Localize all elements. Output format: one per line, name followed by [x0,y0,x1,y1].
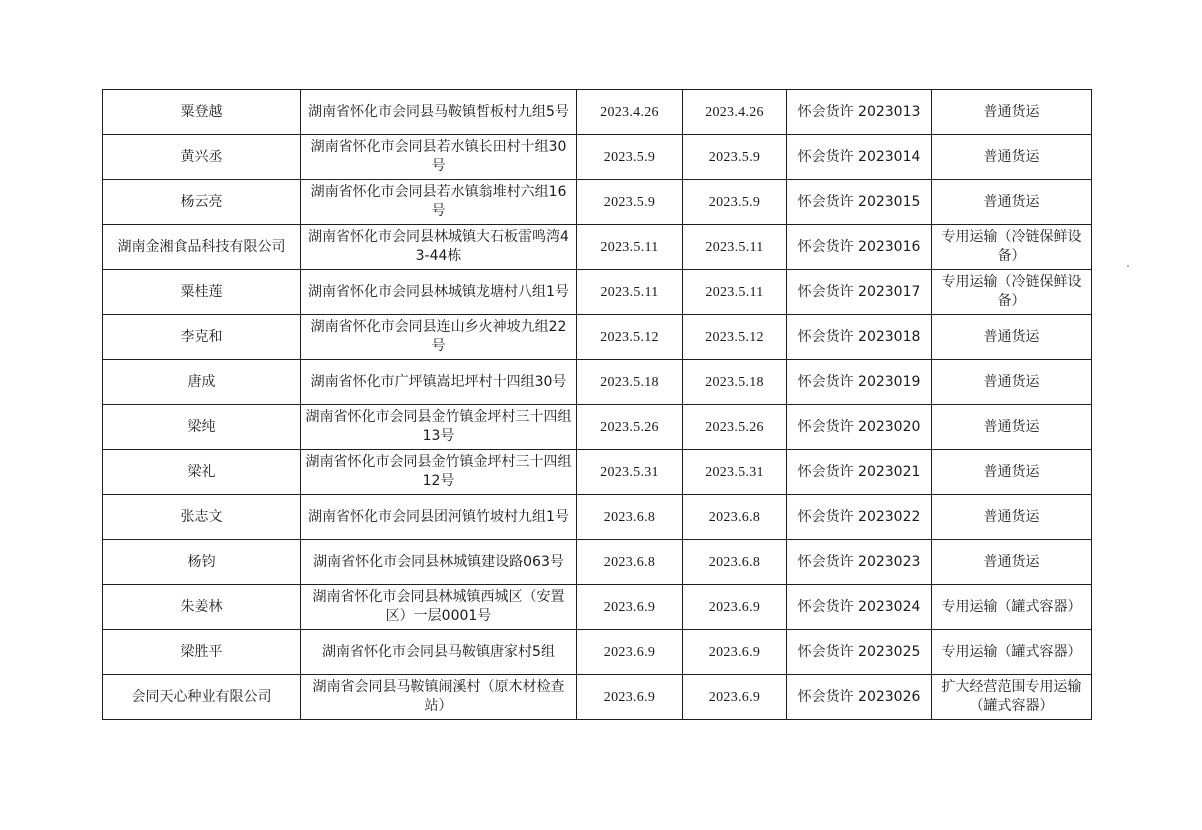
table-row [103,90,1092,135]
valid-date-cell: 2023.5.26 [683,405,787,450]
permit-table [102,89,1092,720]
valid-date-cell: 2023.5.12 [683,315,787,360]
permit-number-cell: 怀会货许 2023026 [787,675,932,720]
address-cell: 湖南省怀化市会同县林城镇龙塘村八组1号 [301,270,577,315]
issue-date-cell: 2023.6.9 [577,675,683,720]
address-cell: 湖南省怀化市会同县团河镇竹坡村九组1号 [301,495,577,540]
table-row [103,180,1092,225]
business-scope-cell: 普通货运 [932,450,1092,495]
issue-date-cell: 2023.5.11 [577,270,683,315]
issue-date-cell: 2023.5.31 [577,450,683,495]
permit-number-cell: 怀会货许 2023016 [787,225,932,270]
permit-number-cell: 怀会货许 2023023 [787,540,932,585]
permit-number-cell: 怀会货许 2023025 [787,630,932,675]
address-cell: 湖南省怀化市会同县金竹镇金坪村三十四组12号 [301,450,577,495]
valid-date-cell: 2023.6.9 [683,675,787,720]
issue-date-cell: 2023.5.26 [577,405,683,450]
company-name-cell: 会同天心种业有限公司 [103,675,301,720]
issue-date-cell: 2023.6.9 [577,630,683,675]
business-scope-cell: 专用运输（冷链保鲜设备） [932,225,1092,270]
company-name-cell: 张志文 [103,495,301,540]
valid-date-cell: 2023.5.11 [683,270,787,315]
company-name-cell: 朱姜林 [103,585,301,630]
table-row [103,360,1092,405]
business-scope-cell: 专用运输（冷链保鲜设备） [932,270,1092,315]
table-row [103,315,1092,360]
table-row [103,540,1092,585]
valid-date-cell: 2023.6.9 [683,630,787,675]
valid-date-cell: 2023.6.8 [683,540,787,585]
business-scope-cell: 专用运输（罐式容器） [932,585,1092,630]
permit-number-cell: 怀会货许 2023013 [787,90,932,135]
valid-date-cell: 2023.6.9 [683,585,787,630]
business-scope-cell: 扩大经营范围专用运输（罐式容器） [932,675,1092,720]
company-name-cell: 粟登越 [103,90,301,135]
valid-date-cell: 2023.5.9 [683,180,787,225]
permit-table-body [103,90,1092,720]
permit-number-cell: 怀会货许 2023021 [787,450,932,495]
company-name-cell: 梁纯 [103,405,301,450]
permit-number-cell: 怀会货许 2023019 [787,360,932,405]
table-row [103,495,1092,540]
issue-date-cell: 2023.5.9 [577,135,683,180]
address-cell: 湖南省怀化市会同县连山乡火神坡九组22号 [301,315,577,360]
issue-date-cell: 2023.5.11 [577,225,683,270]
company-name-cell: 湖南金湘食品科技有限公司 [103,225,301,270]
issue-date-cell: 2023.5.12 [577,315,683,360]
table-row [103,135,1092,180]
table-row [103,225,1092,270]
business-scope-cell: 普通货运 [932,315,1092,360]
company-name-cell: 杨云亮 [103,180,301,225]
business-scope-cell: 普通货运 [932,180,1092,225]
address-cell: 湖南省怀化市会同县金竹镇金坪村三十四组13号 [301,405,577,450]
company-name-cell: 李克和 [103,315,301,360]
table-row [103,585,1092,630]
permit-number-cell: 怀会货许 2023017 [787,270,932,315]
business-scope-cell: 普通货运 [932,90,1092,135]
business-scope-cell: 普通货运 [932,405,1092,450]
address-cell: 湖南省会同县马鞍镇闹溪村（原木材检查站） [301,675,577,720]
company-name-cell: 梁礼 [103,450,301,495]
valid-date-cell: 2023.4.26 [683,90,787,135]
scan-speck [1127,265,1129,267]
issue-date-cell: 2023.6.8 [577,495,683,540]
address-cell: 湖南省怀化市广坪镇嵩圯坪村十四组30号 [301,360,577,405]
business-scope-cell: 普通货运 [932,360,1092,405]
company-name-cell: 唐成 [103,360,301,405]
table-row [103,450,1092,495]
business-scope-cell: 普通货运 [932,540,1092,585]
valid-date-cell: 2023.5.9 [683,135,787,180]
permit-number-cell: 怀会货许 2023020 [787,405,932,450]
table-row [103,405,1092,450]
address-cell: 湖南省怀化市会同县林城镇西城区（安置区）一层0001号 [301,585,577,630]
permit-number-cell: 怀会货许 2023024 [787,585,932,630]
permit-number-cell: 怀会货许 2023018 [787,315,932,360]
business-scope-cell: 专用运输（罐式容器） [932,630,1092,675]
valid-date-cell: 2023.6.8 [683,495,787,540]
valid-date-cell: 2023.5.18 [683,360,787,405]
valid-date-cell: 2023.5.31 [683,450,787,495]
address-cell: 湖南省怀化市会同县马鞍镇唐家村5组 [301,630,577,675]
issue-date-cell: 2023.6.8 [577,540,683,585]
issue-date-cell: 2023.5.18 [577,360,683,405]
company-name-cell: 黄兴丞 [103,135,301,180]
address-cell: 湖南省怀化市会同县林城镇建设路063号 [301,540,577,585]
address-cell: 湖南省怀化市会同县马鞍镇皙板村九组5号 [301,90,577,135]
business-scope-cell: 普通货运 [932,495,1092,540]
company-name-cell: 粟桂莲 [103,270,301,315]
address-cell: 湖南省怀化市会同县若水镇长田村十组30号 [301,135,577,180]
business-scope-cell: 普通货运 [932,135,1092,180]
permit-number-cell: 怀会货许 2023014 [787,135,932,180]
address-cell: 湖南省怀化市会同县若水镇翁堆村六组16号 [301,180,577,225]
company-name-cell: 杨钧 [103,540,301,585]
issue-date-cell: 2023.6.9 [577,585,683,630]
table-row [103,630,1092,675]
address-cell: 湖南省怀化市会同县林城镇大石板雷鸣湾43-44栋 [301,225,577,270]
valid-date-cell: 2023.5.11 [683,225,787,270]
permit-number-cell: 怀会货许 2023022 [787,495,932,540]
permit-number-cell: 怀会货许 2023015 [787,180,932,225]
table-row [103,675,1092,720]
issue-date-cell: 2023.5.9 [577,180,683,225]
issue-date-cell: 2023.4.26 [577,90,683,135]
company-name-cell: 梁胜平 [103,630,301,675]
table-row [103,270,1092,315]
